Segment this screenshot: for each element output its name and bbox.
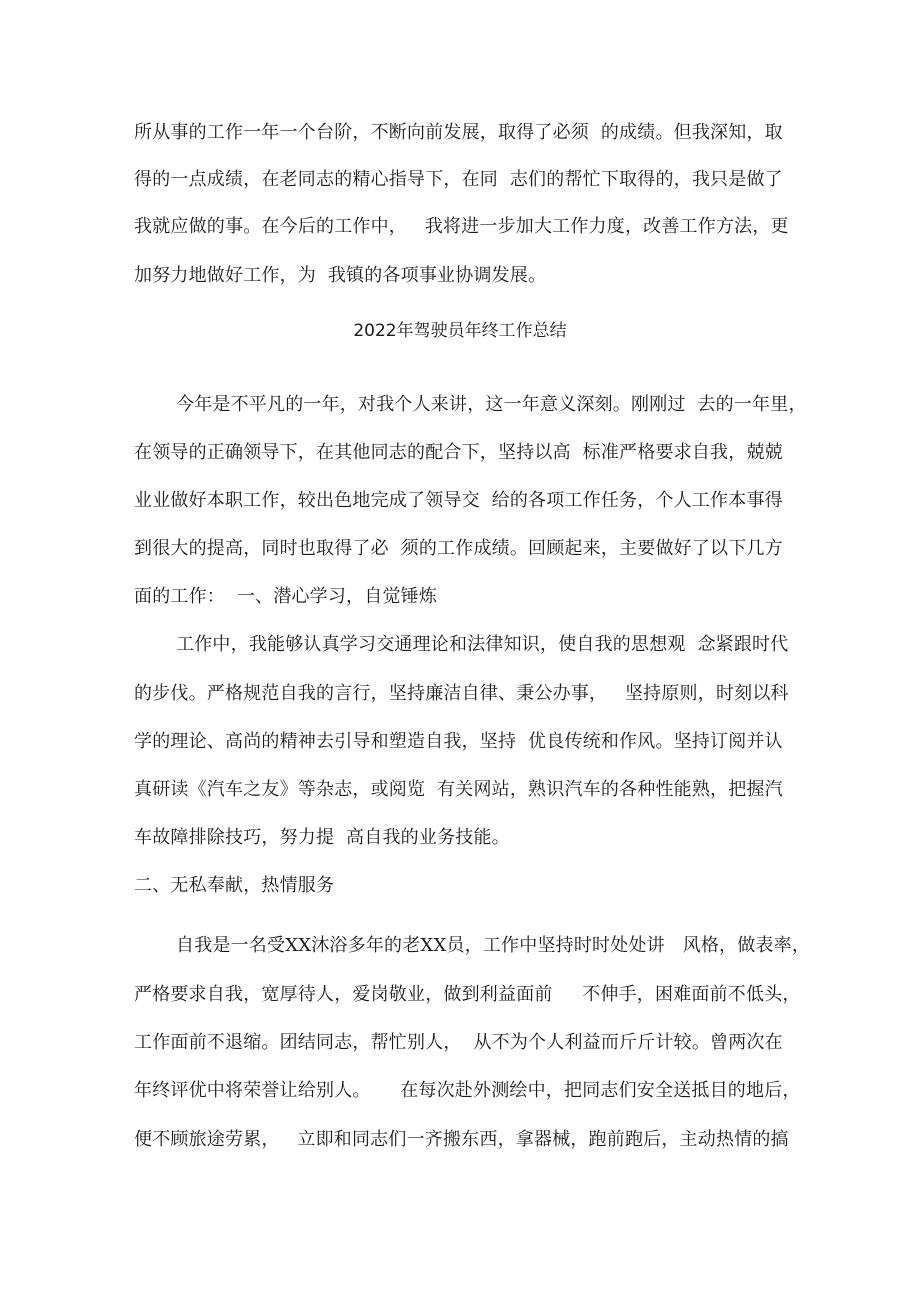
- document-title: 2022年驾驶员年终工作总结: [353, 321, 567, 341]
- para2-line-1: 工作中，我能够认真学习交通理论和法律知识，使自我的思想观 念紧跟时代: [176, 634, 789, 655]
- intro-line-4: 加努力地做好工作，为 我镇的各项事业协调发展。: [134, 265, 547, 286]
- para1-line-1: 今年是不平凡的一年，对我个人来讲，这一年意义深刻。刚刚过 去的一年里，: [176, 394, 807, 415]
- para1-line-5: 面的工作： 一、潜心学习，自觉锤炼: [134, 586, 438, 607]
- para3-line-2: 严格要求自我，宽厚待人，爱岗敬业，做到利益面前 不伸手，困难面前不低头，: [134, 984, 801, 1005]
- para3-line-3: 工作面前不退缩。团结同志，帮忙别人， 从不为个人利益而斤斤计较。曾两次在: [134, 1032, 783, 1053]
- para3-line-5: 便不顾旅途劳累， 立即和同志们一齐搬东西，拿器械，跑前跑后，主动热情的搞: [134, 1129, 789, 1150]
- para1-line-2: 在领导的正确领导下，在其他同志的配合下，坚持以高 标准严格要求自我，兢兢: [134, 442, 783, 463]
- intro-line-2: 得的一点成绩，在老同志的精心指导下，在同 志们的帮忙下取得的，我只是做了: [134, 169, 783, 190]
- intro-line-3: 我就应做的事。在今后的工作中， 我将进一步加大工作力度，改善工作方法，更: [134, 216, 789, 237]
- para1-line-4: 到很大的提高，同时也取得了必 须的工作成绩。回顾起来，主要做好了以下几方: [134, 538, 783, 559]
- para2-line-2: 的步伐。严格规范自我的言行，坚持廉洁自律、秉公办事， 坚持原则，时刻以科: [134, 683, 789, 704]
- para2-line-5: 车故障排除技巧，努力提 高自我的业务技能。: [134, 827, 510, 848]
- para2-line-4: 真研读《汽车之友》等杂志，或阅览 有关网站，熟识汽车的各种性能熟，把握汽: [134, 779, 783, 800]
- para1-line-3: 业业做好本职工作，较出色地完成了领导交 给的各项工作任务，个人工作本事得: [134, 490, 783, 511]
- para2-line-3: 学的理论、高尚的精神去引导和塑造自我，坚持 优良传统和作风。坚持订阅并认: [134, 731, 783, 752]
- section-heading-2: 二、无私奉献，热情服务: [134, 875, 335, 896]
- para3-line-4: 年终评优中将荣誉让给别人。 在每次赴外测绘中，把同志们安全送抵目的地后，: [134, 1080, 801, 1101]
- intro-line-1: 所从事的工作一年一个台阶，不断向前发展，取得了必须 的成绩。但我深知，取: [134, 122, 783, 143]
- para3-line-1: 自我是一名受XX沐浴多年的老XX员，工作中坚持时时处处讲 风格，做表率，: [176, 935, 811, 956]
